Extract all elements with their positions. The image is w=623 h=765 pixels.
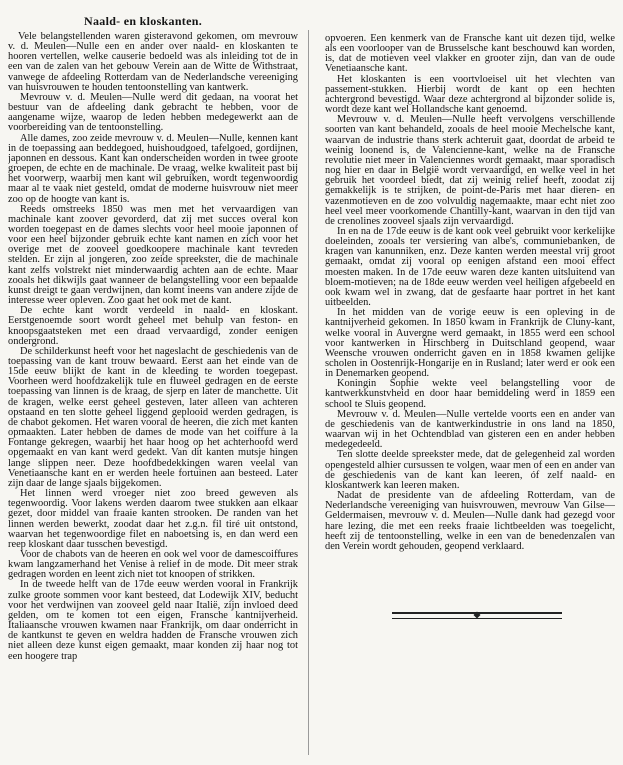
right-column	[325, 34, 615, 609]
paragraph: opvoeren. Een kenmerk van de Fransche kant uit dezen tijd, welke als een voorlooper van de Brusselsche kant beschouwd kan worden, is, dat de motieven veel vlakker en grooter zijn, dan van de oude Venetiaansche kant.	[325, 34, 615, 75]
end-of-article-rule	[392, 612, 562, 619]
paragraph: In het midden van de vorige eeuw is een opleving in de kantnijverheid gekomen. In 1850 kwam in Frankrijk de Cluny-kant, welke vooral in Auvergne werd gemaakt, in 1855 werd een school voor kantwerken in Hirschberg in Duitschland geopend, waar Weensche vrouwen onderricht gaven en in 1858 kwamen gelijke scholen in Oostenrijk-Hongarije en in Rusland; later werd er ook een in Denemarken geopend.	[325, 307, 615, 380]
left-column	[8, 32, 298, 762]
column-divider	[308, 30, 309, 755]
paragraph: Mevrouw v. d. Meulen—Nulle heeft vervolgens verschillende soorten van kant behandeld, zooals de heel mooie Mechelsche kant, waarvan de industrie thans sterk achteruit gaat, doordat de arbeid te weinig loonend is, de Valencienne-kant, welke na de Fransche revolutie niet meer in Valenciennes wordt gemaakt, maar sporadisch nog hier en daar in België wordt vervaardigd, en welke veel in het gebruik het voordeel biedt, dat zij weinig relief heeft, zoodat zij gemakkelijk is te strijken, de point-de-Paris met haar dieren- en vazenmotieven en de zoo volvuldig nagemaakte, maar echt niet zoo heel veel meer voorkomende Chantilly-kant, waarvan in den tijd van de crenolines zooveel sjaals zijn vervaardigd.	[325, 114, 615, 227]
paragraph: Koningin Sophie wekte veel belangstelling voor de kantwerkkunstvheid en door haar bemiddeling werd in 1859 een school te Sluis geopend.	[325, 378, 615, 410]
paragraph: Het linnen werd vroeger niet zoo breed geweven als tegenwoordig. Voor lakens werden daarom twee stukken aan elkaar gezet, door middel van fraaie kanten strooken. De randen van het linnen werden bewerkt, zoodat daar het z.g.n. fil tiré uit ontstond, waarvan het tegenwoordige filet en naboetsing is, en dan werd een reep kloskant daar tusschen bevestigd.	[8, 488, 298, 550]
paragraph: Mevrouw v. d. Meulen—Nulle vertelde voorts een en ander van de geschiedenis van de kantwerkindustrie in ons land na 1850, waarvan wij in het Ochtendblad van gisteren een en ander hebben medegedeeld.	[325, 408, 615, 451]
paragraph: De schilderkunst heeft voor het nageslacht de geschiedenis van de toepassing van de kant trouw bewaard. Eerst aan het einde van de 15de eeuw blijkt de kant in de kleeding te worden toegepast. Voorheen werd hoofdzakelijk tule en fluweel gedragen en de eerste toepassing van linnen is de kraag, de sjerp en later de manchette. Uit de kragen, welke eerst geheel gesteven, later alleen van achteren opstaand en ten slotte geheel liggend geplooid werden gedragen, is de chabot gekomen. Het waren vooral de heeren, die zich met kanten opmaakten. Later hebben de dames de mode van het coiffure à la Fontange gekregen, waarbij het haar hoog op het achterhoofd werd opgemaakt en van kant werd gedekt. Van dit kanten mutsje hingen lange slippen neer. Deze hoofdbedekkingen waren veelal van Venetiaansche kant en er werden heele fortuinen aan besteed. Later zijn daar de lange sjaals bijgekomen.	[8, 345, 298, 489]
paragraph: Voor de chabots van de heeren en ook wel voor de damescoiffures kwam langzamerhand het Venise à relief in de mode. Dit meer strak gedragen worden en leent zich niet tot knoopen of strikken.	[8, 548, 298, 581]
paragraph: Reeds omstreeks 1850 was men met het vervaardigen van machinale kant zoover gevorderd, dat zij met succes overal kon worden toegepast en de dames slechts voor heel mooie japonnen of voor een heel bijzonder gebruik echte kant namen en zich voor het overige met de zooveel goedkoopere machinale kant tevreden stelden. Er zijn al jongeren, zoo zeide spreekster, die de machinale kant zelfs volstrekt niet minderwaardig achten aan de echte. Maar zooals het dikwijls gaat wanneer de belangstelling voor een bepaalde kunst dreigt te gaan verdwijnen, dan komt ineens van andere zijde de interesse weer opleven. Zoo gaat het ook met de kant.	[8, 203, 298, 307]
paragraph: Mevrouw v. d. Meulen—Nulle werd dit gedaan, na voorat het bestuur van de afdeeling dank gebracht te hebben, voor de aangename wijze, waarop de leden hebben medegewerkt aan de voorbereiding van de tentoonstelling.	[8, 91, 298, 134]
paragraph: Het kloskanten is een voortvloeisel uit het vlechten van passement-stukken. Hierbij wordt de kant op een hechten achtergrond bevestigd. Waar deze achtergrond al bijzonder solide is, wordt deze kant wel Hollandsche kant genoemd.	[325, 73, 615, 116]
paragraph: Vele belangstellenden waren gisteravond gekomen, om mevrouw v. d. Meulen—Nulle een en ander over naald- en kloskanten te hooren vertellen, welke causerie bedoeld was als inleiding tot de in een van de zalen van het gebouw Verein aan de Witte de Withstraat, vanwege de afdeeling Rotterdam van de Nederlandsche vereeniging van huisvrouwen te houden tentoonstelling van kantwerk.	[8, 32, 298, 93]
paragraph: In de tweede helft van de 17de eeuw werden vooral in Frankrijk zulke groote sommen voor kant besteed, dat Lodewijk XIV, beducht voor het verdwijnen van zooveel geld naar Italië, zijn invloed deed gelden, om te komen tot een eigen, Fransche kantnijverheid. Italiaansche vrouwen kwamen naar Frankrijk, om daar onderricht in de kantkunst te geven en weldra hadden de Fransche vrouwen zich niet alleen deze kunst eigen gemaakt, maar konden zij haar nog tot een hoogere trap	[8, 579, 298, 662]
paragraph: De echte kant wordt verdeeld in naald- en kloskant. Eerstgenoemde soort wordt geheel met behulp van feston- en knoopsgaatsteken met een draad vervaardigd, zonder eenigen ondergrond.	[8, 305, 298, 347]
paragraph: Nadat de presidente van de afdeeling Rotterdam, van de Nederlandsche vereeniging van huisvrouwen, mevrouw Van Gilse—Geldermaisen, mevrouw v. d. Meulen—Nulle dank had gezegd voor hare lezing, die met een reeks fraaie lichtbeelden was toegelicht, heeft zij de tentoonstelling, welke in een van de benedenzalen van den Verein wordt gehouden, geopend verklaard.	[325, 490, 615, 552]
paragraph: In en na de 17de eeuw is de kant ook veel gebruikt voor kerkelijke doeleinden, zooals ter versiering van albe's, communiebanken, de kragen van kanunniken, enz. Deze kanten werden meestal vrij groot gemaakt, omdat zij vooral op eenigen afstand een mooi effect moesten maken. In de 17de eeuw waren deze kanten uitsluitend van bloem-motieven; na de 18de eeuw werden veel heiligen afgebeeld en ook kwam wel in zwang, dat de gesfaarte haar portret in het kant uitbeelden.	[325, 225, 615, 309]
paragraph: Alle dames, zoo zeide mevrouw v. d. Meulen—Nulle, kennen kant in de toepassing aan beddegoed, huishoudgoed, tafelgoed, gordijnen, japonnen en dessous. Kant kan onderscheiden worden in twee groote groepen, de echte en de machinale. De vraag, welke kwaliteit past bij het voorwerp, waarbij men kant wil gebruiken, wordt tegenwoordig maar al te vaak niet gesteld, omdat de moderne huisvrouw niet meer zoo op de hoogte van kant is.	[8, 132, 298, 205]
paragraph: Ten slotte deelde spreekster mede, dat de gelegenheid zal worden opengesteld alhier cursussen te volgen, waar men of een en ander van de geschiedenis van de kant kan leeren, óf zelf naald- en kloskantwerk kan leeren maken.	[325, 449, 615, 491]
article-title: Naald- en kloskanten.	[84, 14, 202, 28]
